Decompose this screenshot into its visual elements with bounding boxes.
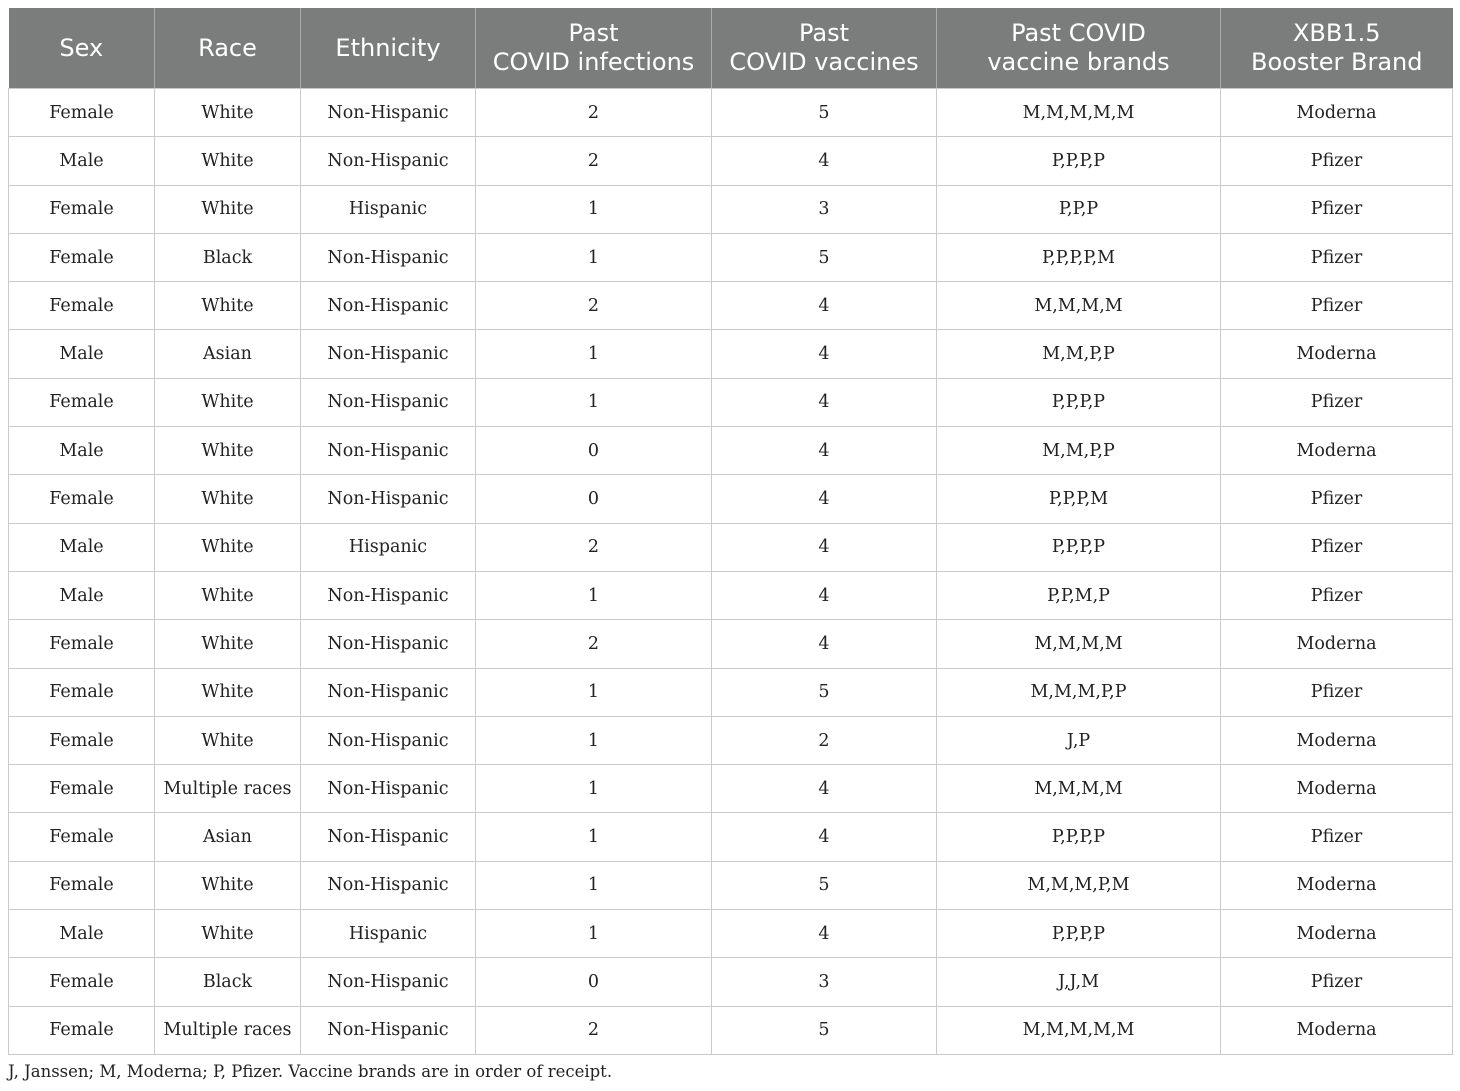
cell-past-covid-infections: 1 xyxy=(476,330,712,378)
column-header-ethnicity: Ethnicity xyxy=(301,8,476,89)
table-row xyxy=(9,813,1453,861)
cell-sex: Female xyxy=(9,89,155,137)
cell-past-covid-infections: 2 xyxy=(476,282,712,330)
cell-race: White xyxy=(155,620,301,668)
table-row xyxy=(9,427,1453,475)
cell-race: White xyxy=(155,716,301,764)
cell-past-vaccine-brands: M,M,M,M,M xyxy=(937,1006,1221,1054)
cell-past-covid-vaccines: 5 xyxy=(712,233,937,281)
cell-sex: Female xyxy=(9,716,155,764)
cell-ethnicity: Non-Hispanic xyxy=(301,716,476,764)
cell-past-covid-infections: 2 xyxy=(476,137,712,185)
cell-past-covid-infections: 1 xyxy=(476,185,712,233)
cell-sex: Male xyxy=(9,427,155,475)
cell-past-covid-vaccines: 4 xyxy=(712,813,937,861)
table-row xyxy=(9,233,1453,281)
cell-ethnicity: Non-Hispanic xyxy=(301,282,476,330)
cell-past-covid-infections: 1 xyxy=(476,861,712,909)
column-header-past-covid-vaccines: Past COVID vaccines xyxy=(712,8,937,89)
cell-booster-brand: Pfizer xyxy=(1221,475,1453,523)
cell-race: White xyxy=(155,185,301,233)
cell-booster-brand: Moderna xyxy=(1221,861,1453,909)
cell-ethnicity: Non-Hispanic xyxy=(301,1006,476,1054)
cell-past-covid-infections: 1 xyxy=(476,571,712,619)
cell-booster-brand: Pfizer xyxy=(1221,378,1453,426)
cell-past-covid-infections: 2 xyxy=(476,1006,712,1054)
column-header-past-covid-infections: Past COVID infections xyxy=(476,8,712,89)
table-body xyxy=(9,89,1453,1055)
cell-past-covid-infections: 0 xyxy=(476,475,712,523)
cell-race: White xyxy=(155,427,301,475)
cell-booster-brand: Moderna xyxy=(1221,716,1453,764)
cell-sex: Female xyxy=(9,958,155,1006)
table-row xyxy=(9,475,1453,523)
cell-ethnicity: Non-Hispanic xyxy=(301,427,476,475)
table-row xyxy=(9,716,1453,764)
cell-race: Black xyxy=(155,233,301,281)
cell-past-covid-infections: 1 xyxy=(476,813,712,861)
cell-past-covid-vaccines: 4 xyxy=(712,282,937,330)
cell-past-vaccine-brands: M,M,M,M xyxy=(937,282,1221,330)
cell-ethnicity: Non-Hispanic xyxy=(301,330,476,378)
cell-past-covid-infections: 1 xyxy=(476,378,712,426)
cell-ethnicity: Non-Hispanic xyxy=(301,668,476,716)
cell-booster-brand: Pfizer xyxy=(1221,523,1453,571)
cell-ethnicity: Hispanic xyxy=(301,910,476,958)
cell-past-vaccine-brands: P,P,P,M xyxy=(937,475,1221,523)
cell-past-vaccine-brands: M,M,P,P xyxy=(937,330,1221,378)
cell-race: White xyxy=(155,475,301,523)
column-header-sex: Sex xyxy=(9,8,155,89)
cell-past-covid-infections: 0 xyxy=(476,958,712,1006)
vaccine-data-table xyxy=(8,8,1453,1055)
cell-sex: Female xyxy=(9,1006,155,1054)
cell-booster-brand: Moderna xyxy=(1221,330,1453,378)
cell-past-vaccine-brands: J,P xyxy=(937,716,1221,764)
cell-booster-brand: Pfizer xyxy=(1221,668,1453,716)
cell-race: Multiple races xyxy=(155,1006,301,1054)
cell-booster-brand: Pfizer xyxy=(1221,958,1453,1006)
cell-booster-brand: Moderna xyxy=(1221,765,1453,813)
cell-past-covid-vaccines: 4 xyxy=(712,523,937,571)
cell-booster-brand: Pfizer xyxy=(1221,282,1453,330)
cell-sex: Male xyxy=(9,330,155,378)
table-header xyxy=(9,8,1453,89)
cell-sex: Male xyxy=(9,571,155,619)
cell-past-covid-infections: 1 xyxy=(476,233,712,281)
cell-race: Asian xyxy=(155,813,301,861)
table-row xyxy=(9,185,1453,233)
cell-booster-brand: Moderna xyxy=(1221,910,1453,958)
cell-ethnicity: Non-Hispanic xyxy=(301,378,476,426)
table-row xyxy=(9,137,1453,185)
cell-past-vaccine-brands: M,M,M,P,P xyxy=(937,668,1221,716)
cell-past-covid-infections: 2 xyxy=(476,523,712,571)
table-row xyxy=(9,378,1453,426)
cell-past-covid-infections: 1 xyxy=(476,910,712,958)
cell-past-vaccine-brands: M,M,M,P,M xyxy=(937,861,1221,909)
cell-past-vaccine-brands: P,P,P,P xyxy=(937,910,1221,958)
table-row xyxy=(9,668,1453,716)
cell-sex: Female xyxy=(9,233,155,281)
cell-ethnicity: Non-Hispanic xyxy=(301,958,476,1006)
cell-past-vaccine-brands: M,M,M,M xyxy=(937,620,1221,668)
cell-ethnicity: Non-Hispanic xyxy=(301,571,476,619)
cell-booster-brand: Moderna xyxy=(1221,89,1453,137)
cell-past-covid-infections: 1 xyxy=(476,668,712,716)
cell-ethnicity: Hispanic xyxy=(301,185,476,233)
table-row xyxy=(9,282,1453,330)
cell-past-covid-vaccines: 2 xyxy=(712,716,937,764)
cell-ethnicity: Non-Hispanic xyxy=(301,861,476,909)
cell-past-covid-vaccines: 4 xyxy=(712,765,937,813)
cell-sex: Female xyxy=(9,282,155,330)
cell-race: Asian xyxy=(155,330,301,378)
cell-booster-brand: Moderna xyxy=(1221,620,1453,668)
cell-race: White xyxy=(155,282,301,330)
cell-past-covid-vaccines: 5 xyxy=(712,89,937,137)
table-row xyxy=(9,861,1453,909)
cell-ethnicity: Hispanic xyxy=(301,523,476,571)
cell-booster-brand: Moderna xyxy=(1221,427,1453,475)
table-row xyxy=(9,910,1453,958)
cell-sex: Male xyxy=(9,910,155,958)
cell-past-covid-vaccines: 3 xyxy=(712,185,937,233)
table-row xyxy=(9,523,1453,571)
cell-past-covid-vaccines: 5 xyxy=(712,668,937,716)
cell-past-covid-infections: 0 xyxy=(476,427,712,475)
cell-race: White xyxy=(155,378,301,426)
cell-race: White xyxy=(155,910,301,958)
table-row xyxy=(9,1006,1453,1054)
cell-ethnicity: Non-Hispanic xyxy=(301,475,476,523)
cell-past-vaccine-brands: P,P,P,P,M xyxy=(937,233,1221,281)
cell-sex: Female xyxy=(9,765,155,813)
cell-past-covid-vaccines: 4 xyxy=(712,620,937,668)
cell-ethnicity: Non-Hispanic xyxy=(301,233,476,281)
cell-past-covid-vaccines: 4 xyxy=(712,427,937,475)
cell-ethnicity: Non-Hispanic xyxy=(301,620,476,668)
cell-sex: Female xyxy=(9,620,155,668)
table-row xyxy=(9,620,1453,668)
cell-sex: Female xyxy=(9,378,155,426)
cell-ethnicity: Non-Hispanic xyxy=(301,89,476,137)
cell-booster-brand: Pfizer xyxy=(1221,571,1453,619)
cell-past-covid-vaccines: 4 xyxy=(712,378,937,426)
cell-past-vaccine-brands: P,P,P,P xyxy=(937,378,1221,426)
cell-past-covid-infections: 2 xyxy=(476,89,712,137)
cell-ethnicity: Non-Hispanic xyxy=(301,765,476,813)
cell-past-covid-vaccines: 3 xyxy=(712,958,937,1006)
cell-past-covid-infections: 2 xyxy=(476,620,712,668)
header-row xyxy=(9,8,1453,89)
cell-past-vaccine-brands: M,M,M,M xyxy=(937,765,1221,813)
cell-sex: Female xyxy=(9,185,155,233)
cell-past-vaccine-brands: P,P,M,P xyxy=(937,571,1221,619)
cell-past-vaccine-brands: P,P,P,P xyxy=(937,813,1221,861)
cell-booster-brand: Pfizer xyxy=(1221,137,1453,185)
column-header-booster-brand: XBB1.5 Booster Brand xyxy=(1221,8,1453,89)
cell-race: White xyxy=(155,571,301,619)
cell-past-covid-infections: 1 xyxy=(476,765,712,813)
cell-past-covid-vaccines: 4 xyxy=(712,910,937,958)
cell-past-covid-vaccines: 4 xyxy=(712,475,937,523)
cell-booster-brand: Pfizer xyxy=(1221,233,1453,281)
cell-sex: Female xyxy=(9,668,155,716)
data-table-container xyxy=(8,8,1452,1055)
cell-sex: Male xyxy=(9,137,155,185)
cell-sex: Female xyxy=(9,813,155,861)
cell-booster-brand: Pfizer xyxy=(1221,813,1453,861)
cell-past-vaccine-brands: J,J,M xyxy=(937,958,1221,1006)
cell-booster-brand: Moderna xyxy=(1221,1006,1453,1054)
cell-past-vaccine-brands: P,P,P,P xyxy=(937,137,1221,185)
cell-past-covid-infections: 1 xyxy=(476,716,712,764)
cell-ethnicity: Non-Hispanic xyxy=(301,137,476,185)
cell-race: White xyxy=(155,861,301,909)
cell-booster-brand: Pfizer xyxy=(1221,185,1453,233)
cell-past-covid-vaccines: 4 xyxy=(712,571,937,619)
cell-past-vaccine-brands: P,P,P,P xyxy=(937,523,1221,571)
cell-race: White xyxy=(155,89,301,137)
cell-race: White xyxy=(155,668,301,716)
cell-past-vaccine-brands: P,P,P xyxy=(937,185,1221,233)
cell-race: Multiple races xyxy=(155,765,301,813)
table-row xyxy=(9,571,1453,619)
cell-past-covid-vaccines: 4 xyxy=(712,137,937,185)
cell-race: White xyxy=(155,523,301,571)
cell-ethnicity: Non-Hispanic xyxy=(301,813,476,861)
cell-race: White xyxy=(155,137,301,185)
table-row xyxy=(9,89,1453,137)
column-header-past-vaccine-brands: Past COVID vaccine brands xyxy=(937,8,1221,89)
table-footnote: J, Janssen; M, Moderna; P, Pfizer. Vaccine brands are in order of receipt. xyxy=(8,1062,613,1081)
cell-sex: Female xyxy=(9,861,155,909)
cell-sex: Male xyxy=(9,523,155,571)
table-row xyxy=(9,958,1453,1006)
cell-past-covid-vaccines: 5 xyxy=(712,1006,937,1054)
cell-past-vaccine-brands: M,M,P,P xyxy=(937,427,1221,475)
table-row xyxy=(9,330,1453,378)
table-row xyxy=(9,765,1453,813)
cell-past-covid-vaccines: 5 xyxy=(712,861,937,909)
cell-past-vaccine-brands: M,M,M,M,M xyxy=(937,89,1221,137)
cell-race: Black xyxy=(155,958,301,1006)
cell-past-covid-vaccines: 4 xyxy=(712,330,937,378)
column-header-race: Race xyxy=(155,8,301,89)
cell-sex: Female xyxy=(9,475,155,523)
